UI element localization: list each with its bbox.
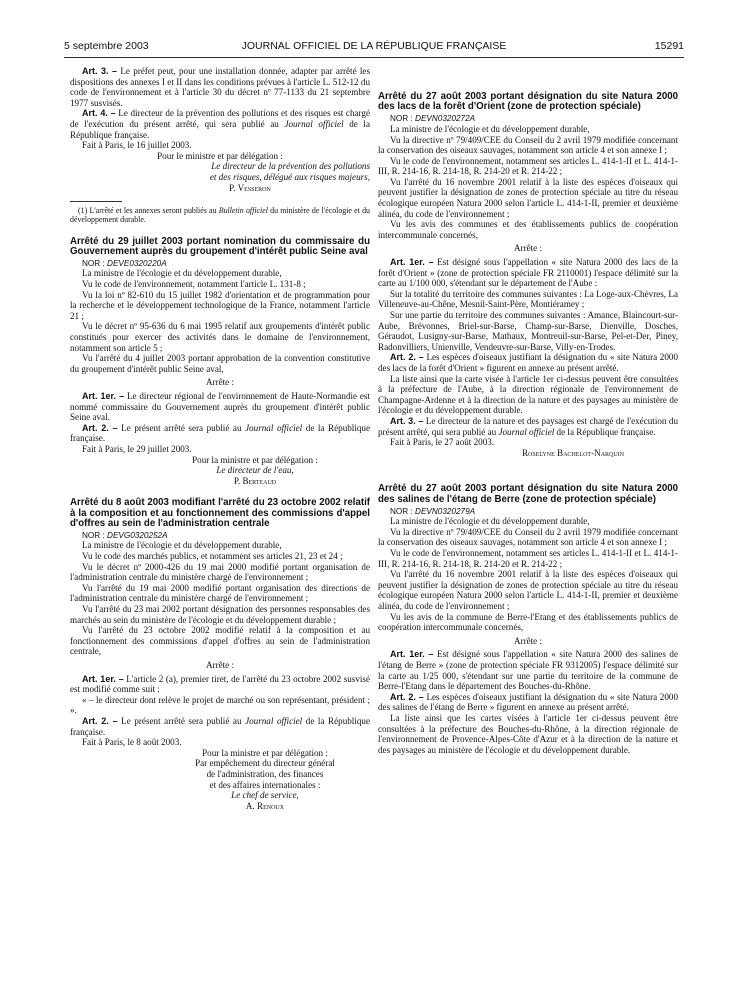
signer-name: Roselyne Bachelot-Narquin — [521, 447, 625, 458]
article-1: Art. 1er. – Est désigné sous l'appellation « site Natura 2000 des lacs de la forêt d'Orient » (zone de protection spéciale FR 2110001) l'espace délimité sur la carte au 1/100 000, s'étendant sur le département de l'Aube : — [378, 257, 678, 289]
signature-delegation: Pour la ministre et par délégation : — [192, 454, 318, 465]
article-1: Art. 1er. – Le directeur régional de l'environnement de Haute-Normandie est nommé commissaire du Gouvernement auprès du groupement d'intérêt public Seine aval. — [70, 390, 371, 423]
article-2: Art. 2. – Les espèces d'oiseaux justifiant la désignation du « site Natura 2000 des salines de l'étang de Berre » figurent en annexe au présent arrêté. — [378, 691, 678, 713]
article-2: Art. 2. – Le présent arrêté sera publié au Journal officiel de la République française. — [70, 422, 370, 444]
signature-title-1: Le directeur de la prévention des pollutions — [211, 161, 370, 172]
visa: Vu la loi nº 82-610 du 15 juillet 1982 d'orientation et de programmation pour la recherche et le développement technologique de la France, notamment l'article 21 ; — [70, 289, 370, 321]
decree-title-foret-orient: Arrêté du 27 août 2003 portant désignation du site Natura 2000 des lacs de la forêt d'Orient (zone de protection spéciale) — [378, 91, 678, 113]
visa: Vu l'arrêté du 4 juillet 2003 portant approbation de la convention constitutive du groupement d'intérêt public Seine aval, — [70, 353, 370, 374]
visa: Vu l'arrêté du 19 mai 2000 modifié portant organisation des directions de l'administration centrale du ministère chargé de l'environnement ; — [70, 582, 370, 604]
article-2: Art. 2. – Le présent arrêté sera publié au Journal officiel de la République française. — [70, 715, 370, 737]
article-3: Art. 3. – Le préfet peut, pour une installation donnée, adapter par arrêté les dispositions des annexes I et II dans les conditions prévues à l'article L. 512-12 du code de l'environnement et à l'article 30 du décret nº 77-1133 du 21 septembre 1977 susvisés. — [70, 66, 371, 108]
visa: Vu le code de l'environnement, notamment ses articles L. 414-1-II et L. 414-1-III, R. 214-16, R. 214-18, R. 214-20 et R. 214-22 ; — [378, 155, 678, 177]
nor-reference: NOR : DEVE0320220A — [82, 258, 167, 268]
nor-reference: NOR : DEVG0320252A — [82, 530, 168, 540]
arrete-heading: Arrête : — [205, 377, 235, 388]
paragraph: Sur la totalité du territoire des communes suivantes : La Loge-aux-Chèvres, La Villeneuve-au-Chêne, Mesnil-Saint-Père, Montiéramey ; — [378, 288, 678, 310]
running-header — [64, 40, 684, 54]
signer-name: A. Renoux — [245, 800, 285, 811]
preamble: La ministre de l'écologie et du développement durable, — [390, 123, 590, 134]
header-title: JOURNAL OFFICIEL DE LA RÉPUBLIQUE FRANÇAISE — [241, 40, 507, 52]
signer-name: P. Berteaud — [233, 475, 277, 486]
article-1: Art. 1er. – L'article 2 (a), premier tiret, de l'arrêté du 23 octobre 2002 susvisé est modifié comme suit : — [70, 673, 370, 695]
preamble: La ministre de l'écologie et du développement durable, — [82, 540, 282, 551]
arrete-heading: Arrête : — [513, 243, 543, 254]
left-column — [70, 66, 370, 811]
fait-a-paris: Fait à Paris, le 29 juillet 2003. — [82, 443, 192, 454]
header-date: 5 septembre 2003 — [64, 40, 149, 52]
visa: Vu le code des marchés publics, et notamment ses articles 21, 23 et 24 ; — [82, 551, 343, 562]
article-1-quote: « – le directeur dont relève le projet de marché ou son représentant, président ; ». — [70, 694, 370, 716]
footnote: (1) L'arrêté et les annexes seront publiés au Bulletin officiel du ministère de l'écologie et du développement durable. — [70, 206, 371, 225]
right-column — [378, 92, 678, 755]
visa: Vu le décret nº 2000-426 du 19 mai 2000 modifié portant organisation de l'administration centrale du ministère chargé de l'environnement ; — [70, 561, 370, 583]
nor-reference: NOR : DEVN0320272A — [390, 114, 476, 124]
signature-line: de l'administration, des finances — [206, 768, 324, 779]
visa: Vu la directive nº 79/409/CEE du Conseil du 2 avril 1979 modifiée concernant la conservation des oiseaux sauvages, notamment son article 4 et son annexe I ; — [378, 134, 678, 156]
header-page-number: 15291 — [654, 40, 684, 52]
visa: Vu le code de l'environnement, notamment ses articles L. 414-1-II et L. 414-1-III, R. 214-16, R. 214-18, R. 214-20 et R. 214-22 ; — [378, 548, 678, 569]
article-1: Art. 1er. – Est désigné sous l'appellation « site Natura 2000 des salines de l'étang de Berre » (zone de protection spéciale FR 9312005) l'espace délimité sur la carte au 1/25 000, s'étendant sur une partie du territoire de la commune de Berre-l'Etang dans le département des Bouches-du-Rhône. — [378, 649, 678, 692]
signature-line: Pour la ministre et par délégation : — [202, 747, 328, 758]
header-rule — [64, 57, 684, 58]
arrete-heading: Arrête : — [205, 659, 235, 670]
visa: Vu l'arrêté du 16 novembre 2001 relatif à la liste des espèces d'oiseaux qui peuvent justifier la désignation de zones de protection spéciale au titre du réseau écologique européen Natura 2000 selon l'article L. 414-1-II, premier et deuxième alinéa, du code de l'environnement ; — [378, 569, 678, 611]
preamble: La ministre de l'écologie et du développement durable, — [82, 268, 282, 279]
signature-title: Le directeur de l'eau, — [216, 465, 294, 476]
footnote-rule — [70, 201, 122, 202]
paragraph: Sur une partie du territoire des communes suivantes : Amance, Blaincourt-sur-Aube, Brévonnes, Briel-sur-Barse, Champ-sur-Barse, Dienville, Dosches, Géraudot, Lusigny-sur-Barse, Mathaux, Montreuil-sur-Barse, Pel-et-Der, Piney, Radonvilliers, Unienville, Vendeuvre-sur-Barse, Villy-en-Trodes. — [378, 310, 678, 352]
visa: Vu le décret nº 95-636 du 6 mai 1995 relatif aux groupements d'intérêt public constitués pour exercer des activités dans le domaine de l'environnement, notamment son article 5 ; — [70, 321, 370, 353]
article-3: Art. 3. – Le directeur de la nature et des paysages est chargé de l'exécution du présent arrêté, qui sera publié au Journal officiel de la République française. — [378, 415, 678, 437]
nor-reference: NOR : DEVN0320279A — [390, 506, 476, 516]
decree-title-etang-berre: Arrêté du 27 août 2003 portant désignation du site Natura 2000 des salines de l'étang de Berre (zone de protection spéciale) — [378, 483, 678, 505]
signature-delegation: Pour le ministre et par délégation : — [157, 150, 283, 161]
preamble: La ministre de l'écologie et du développement durable, — [390, 516, 590, 527]
fait-a-paris: Fait à Paris, le 8 août 2003. — [82, 737, 182, 748]
visa: Vu le code de l'environnement, notamment l'article L. 131-8 ; — [82, 279, 306, 290]
paragraph: La liste ainsi que la carte visée à l'article 1er ci-dessus peuvent être consultées à la préfecture de l'Aube, à la direction régionale de l'environnement de Champagne-Ardenne et à la direction de la nature et des paysages au ministère de l'écologie et du développement durable. — [378, 373, 678, 416]
decree-title-seine-aval: Arrêté du 29 juillet 2003 portant nomination du commissaire du Gouvernement auprès du groupement d'intérêt public Seine aval — [70, 235, 370, 257]
visa: Vu l'arrêté du 16 novembre 2001 relatif à la liste des espèces d'oiseaux qui peuvent justifier la désignation de zones de protection spéciale au titre du réseau écologique européen Natura 2000 selon l'article L. 414-1-II, premier et deuxième alinéa, du code de l'environnement ; — [378, 176, 678, 219]
visa: Vu l'arrêté du 23 mai 2002 portant désignation des personnes responsables des marchés au sein du ministère de l'écologie et du développement durable ; — [70, 604, 370, 625]
visa: Vu les avis des communes et des établissements publics de coopération intercommunale concernés, — [378, 219, 678, 240]
paragraph: La liste ainsi que les cartes visées à l'article 1er ci-dessus peuvent être consultées à la préfecture des Bouches-du-Rhône, à la direction régionale de l'environnement de Provence-Alpes-Côte d'Azur et à la direction de la nature et des paysages au ministère de l'écologie et du développement durable. — [378, 712, 678, 755]
fait-a-paris: Fait à Paris, le 16 juillet 2003. — [82, 140, 192, 151]
arrete-heading: Arrête : — [513, 635, 543, 646]
visa: Vu les avis de la commune de Berre-l'Etang et des établissements publics de coopération intercommunale concernés, — [378, 611, 678, 633]
signature-line: Par empêchement du directeur général — [195, 758, 335, 769]
signature-title-2: et des risques, délégué aux risques majeurs, — [209, 171, 370, 182]
visa: Vu la directive nº 79/409/CEE du Conseil du 2 avril 1979 modifiée concernant la conservation des oiseaux sauvages, notamment son article 4 et son annexe I ; — [378, 526, 678, 548]
signature-title: Le chef de service, — [231, 790, 299, 801]
fait-a-paris: Fait à Paris, le 27 août 2003. — [390, 437, 495, 448]
article-4: Art. 4. – Le directeur de la prévention des pollutions et des risques est chargé de l'exécution du présent arrêté, qui sera publié au Journal officiel de la République française. — [70, 108, 371, 140]
decree-title-commissions: Arrêté du 8 août 2003 modifiant l'arrêté du 23 octobre 2002 relatif à la composition et au fonctionnement des commissions d'appel d'offres au sein de l'administration centrale — [70, 497, 370, 529]
signature-line: et des affaires internationales : — [209, 779, 321, 790]
signer-name: P. Vesseron — [229, 182, 271, 193]
visa: Vu l'arrêté du 23 octobre 2002 modifié relatif à la composition et au fonctionnement des commissions d'appel d'offres au sein de l'administration centrale, — [70, 625, 370, 657]
article-2: Art. 2. – Les espèces d'oiseaux justifiant la désignation du « site Natura 2000 des lacs de la forêt d'Orient » figurent en annexe au présent arrêté. — [378, 352, 678, 373]
